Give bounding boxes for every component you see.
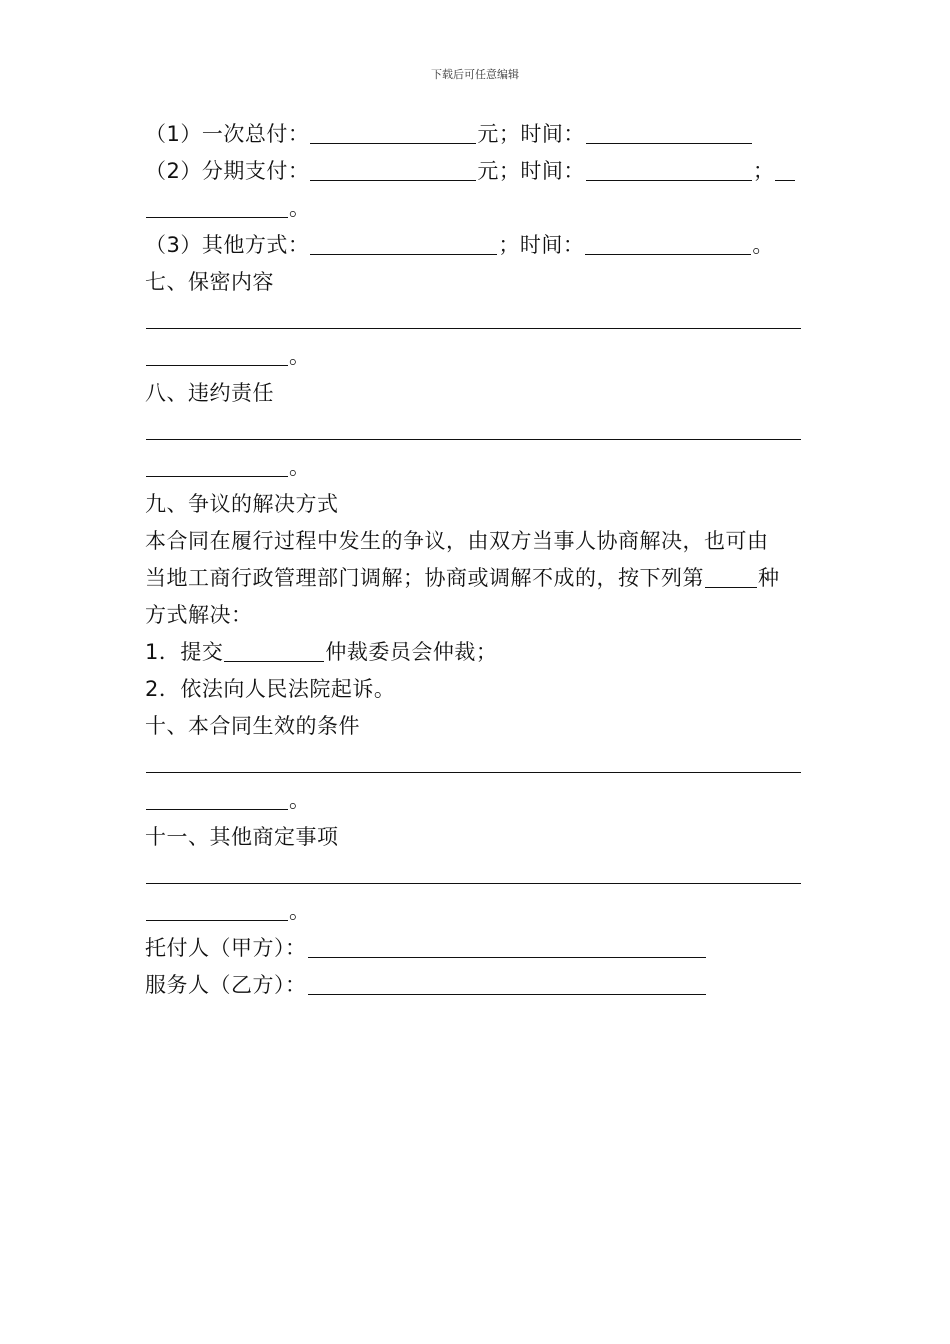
dispute-item-1 <box>145 634 815 671</box>
installment-time-blank[interactable] <box>586 158 752 181</box>
dispute-item1-prefix: 1．提交 <box>145 640 224 664</box>
installment-extra-blank[interactable] <box>775 158 795 181</box>
installment-yuan-time: 元；时间： <box>477 159 585 183</box>
lump-amount-blank[interactable] <box>310 121 476 144</box>
dispute-option-blank[interactable] <box>705 565 757 588</box>
effective-blank[interactable] <box>146 750 801 773</box>
installment-amount-blank[interactable] <box>310 158 476 181</box>
confidential-continuation-blank[interactable] <box>146 343 288 366</box>
contract-body <box>145 116 815 1004</box>
dispute-text-line-2 <box>145 560 815 597</box>
payment-other-label: （3）其他方式： <box>145 233 310 257</box>
period-mark: 。 <box>289 899 311 923</box>
signature-client-line <box>145 930 815 967</box>
other-time-label: ；时间： <box>498 233 585 257</box>
other-blank[interactable] <box>146 861 801 884</box>
period-mark: 。 <box>289 788 311 812</box>
arbitration-committee-blank[interactable] <box>224 639 324 662</box>
signature-client-blank[interactable] <box>308 935 706 958</box>
signature-provider-blank[interactable] <box>308 972 706 995</box>
section-heading-breach: 八、违约责任 <box>145 381 274 405</box>
section-heading-confidential: 七、保密内容 <box>145 270 274 294</box>
effective-continuation-line <box>145 782 815 819</box>
payment-lump-label: （1）一次总付： <box>145 122 310 146</box>
signature-client-label: 托付人（甲方）： <box>145 936 307 960</box>
signature-provider-label: 服务人（乙方）： <box>145 973 307 997</box>
other-time-blank[interactable] <box>585 232 751 255</box>
dispute-item-2: 2．依法向人民法院起诉。 <box>145 677 396 701</box>
breach-continuation-blank[interactable] <box>146 454 288 477</box>
other-blank-line <box>145 856 815 893</box>
lump-time-blank[interactable] <box>586 121 752 144</box>
period-mark: 。 <box>289 196 311 220</box>
confidential-blank-line <box>145 301 815 338</box>
other-continuation-line <box>145 893 815 930</box>
breach-blank-line <box>145 412 815 449</box>
other-method-blank[interactable] <box>310 232 497 255</box>
payment-other-line <box>145 227 815 264</box>
confidential-blank[interactable] <box>146 306 801 329</box>
confidential-continuation-line <box>145 338 815 375</box>
installment-continuation-line <box>145 190 815 227</box>
payment-installment-line <box>145 153 815 190</box>
page-header-note: 下载后可任意编辑 <box>431 68 519 81</box>
period-mark: 。 <box>752 233 774 257</box>
signature-provider-line <box>145 967 815 1004</box>
effective-blank-line <box>145 745 815 782</box>
section-heading-effective: 十、本合同生效的条件 <box>145 714 360 738</box>
installment-semicolon: ； <box>752 159 775 183</box>
dispute-line2-suffix: 种 <box>758 566 780 590</box>
lump-yuan-time: 元；时间： <box>477 122 585 146</box>
payment-installment-label: （2）分期支付： <box>145 159 310 183</box>
effective-continuation-blank[interactable] <box>146 787 288 810</box>
period-mark: 。 <box>289 455 311 479</box>
payment-lump-line <box>145 116 815 153</box>
section-heading-other: 十一、其他商定事项 <box>145 825 339 849</box>
dispute-line2-text: 当地工商行政管理部门调解；协商或调解不成的，按下列第 <box>145 566 704 590</box>
dispute-item1-suffix: 仲裁委员会仲裁； <box>325 640 498 664</box>
installment-continuation-blank[interactable] <box>146 195 288 218</box>
dispute-text-line-1: 本合同在履行过程中发生的争议，由双方当事人协商解决，也可由 <box>145 529 769 553</box>
breach-continuation-line <box>145 449 815 486</box>
section-heading-dispute: 九、争议的解决方式 <box>145 492 339 516</box>
period-mark: 。 <box>289 344 311 368</box>
dispute-text-line-3: 方式解决： <box>145 603 253 627</box>
breach-blank[interactable] <box>146 417 801 440</box>
other-continuation-blank[interactable] <box>146 898 288 921</box>
